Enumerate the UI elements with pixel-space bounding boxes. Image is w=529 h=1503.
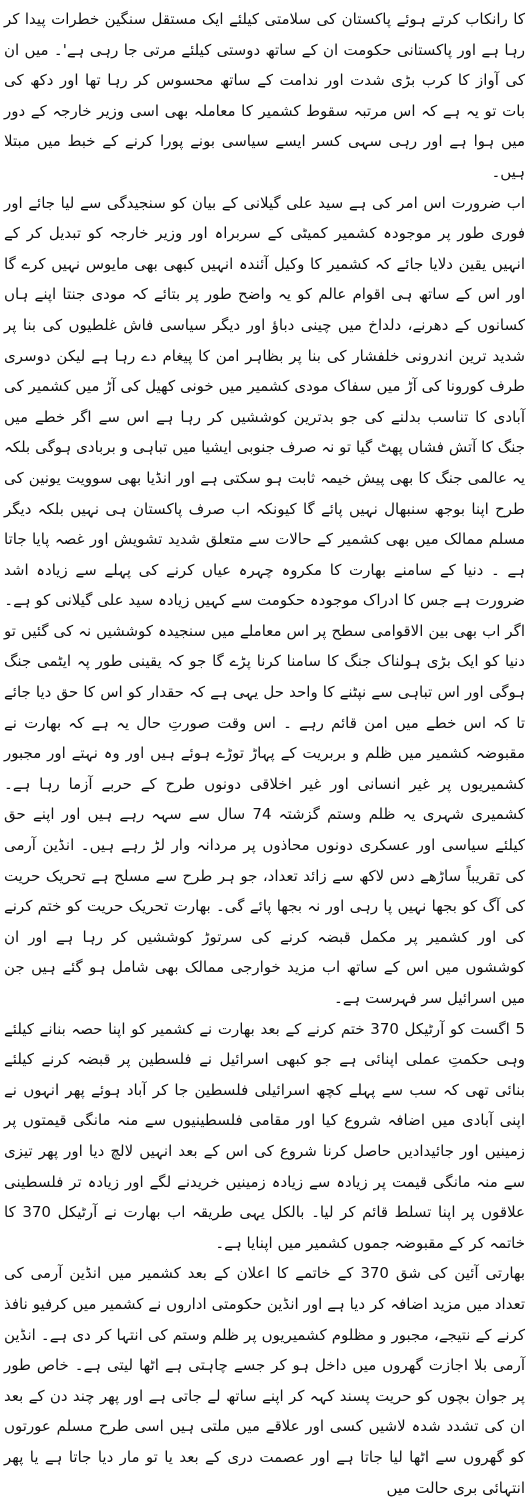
article-paragraph: 5 اگست کو آرٹیکل 370 ختم کرنے کے بعد بھارت نے کشمیر کو اپنا حصہ بنانے کیلئے وہی حکمتِ عملی اپنائی ہے جو کبھی اسرائیل نے فلسطین پر قبضہ کرنے کیلئے بنائی تھی کہ سب سے پہلے کچھ اسرائیلی فلسطین جا کر آباد ہوئے پھر انہوں نے اپنی آبادی میں اضافہ شروع کیا اور مقامی فلسطینیوں سے منہ مانگی قیمتوں پر زمینیں اور جائیدادیں حاصل کرنا شروع کی اس کے بعد انہیں لالچ دیا اور پھر تیزی سے منہ مانگی قیمت پر زیادہ سے زیادہ زمینیں خریدنے لگے اور زیادہ تر فلسطینی علاقوں پر اپنا تسلط قائم کر لیا۔ بالکل یہی طریقہ اب بھارت نے آرٹیکل 370 کا خاتمہ کر کے مقبوضہ جموں کشمیر میں اپنایا ہے۔: [4, 1019, 525, 1252]
article-paragraph: اگر اب بھی بین الاقوامی سطح پر اس معاملے میں سنجیدہ کوششیں نہ کی گئیں تو دنیا کو ایک بڑی ہولناک جنگ کا سامنا کرنا پڑے گا جو کہ یقینی طور پہ ایٹمی جنگ ہوگی اور اس تباہی سے نپٹنے کا واحد حل یہی ہے کہ حقدار کو اس کا حق دیا جائے تا کہ اس خطے میں امن قائم رہے ۔ اس وقت صورتِ حال یہ ہے کہ بھارت نے مقبوضہ کشمیر میں ظلم و بربریت کے پہاڑ توڑے ہوئے ہیں اور وہ نہتے اور مجبور کشمیریوں پر غیر انسانی اور غیر اخلاقی دونوں طرح کے حربے آزما رہا ہے۔ کشمیری شہری یہ ظلم وستم گزشتہ 74 سال سے سہہ رہے ہیں اور اپنے حق کیلئے سیاسی اور عسکری دونوں محاذوں پر مردانہ وار لڑ رہے ہیں۔ انڈین آرمی کی تقریباً ساڑھے دس لاکھ سے زائد تعداد، جو ہر طرح سے مسلح ہے تحریک حریت کی آگ کو بجھا نہیں پا رہی اور نہ بجھا پائے گی۔ بھارت تحریک حریت کو ختم کرنے کی اور کشمیر پر مکمل قبضہ کرنے کی سرتوڑ کوششیں کر رہا ہے اور ان کوششوں میں اس کے ساتھ اب مزید خوارجی ممالک بھی شامل ہو گئے ہیں جن میں اسرائیل سر فہرست ہے۔: [4, 621, 525, 1007]
article-paragraph: اب ضرورت اس امر کی ہے سید علی گیلانی کے بیان کو سنجیدگی سے لیا جائے اور فوری طور پر موجودہ کشمیر کمیٹی کے سربراہ اور وزیر خارجہ کو تبدیل کر کے انہیں یقین دلایا جائے کہ کشمیر کا وکیل آئندہ انہیں کبھی بھی مایوس نہیں کرے گا اور اس کے ساتھ ہی اقوام عالم کو یہ واضح طور پر بتائے کہ مودی جنتا اپنے ہاں کسانوں کے دھرنے، دلداخ میں چینی دباؤ اور دیگر سیاسی فاش غلطیوں کی بنا پر شدید ترین اندرونی خلفشار کی بنا پر بظاہر امن کا پیغام دے رہا ہے لیکن دوسری طرف کورونا کی آڑ میں سفاک مودی کشمیر میں خونی کھیل کی آڑ میں کشمیر کی آبادی کا تناسب بدلنے کی جو بدترین کوششیں کر رہا ہے اس سے اگر خطے میں جنگ کا آتش فشاں پھٹ گیا تو نہ صرف جنوبی ایشیا میں تباہی و بربادی ہوگی بلکہ یہ عالمی جنگ کا بھی پیش خیمہ ثابت ہو سکتی ہے اور انڈیا بھی سوویت یونین کی طرح اپنا بوجھ سنبھال نہیں پائے گا کیونکہ اب صرف پاکستان ہی نہیں بلکہ دیگر مسلم ممالک میں بھی کشمیر کے حالات سے متعلق شدید تشویش اور غصہ پایا جاتا ہے ۔ دنیا کے سامنے بھارت کا مکروہ چہرہ عیاں کرنے کی پہلے سے زیادہ اشد ضرورت ہے جس کا ادراک موجودہ حکومت سے کہیں زیادہ سید علی گیلانی کو ہے۔: [4, 193, 525, 610]
article-paragraph: بھارتی آئین کی شق 370 کے خاتمے کا اعلان کے بعد کشمیر میں انڈین آرمی کی تعداد میں مزید اضافہ کر دیا ہے اور انڈین حکومتی اداروں نے کشمیر میں کرفیو نافذ کرنے کے نتیجے، مجبور و مظلوم کشمیریوں پر ظلم وستم کی انتہا کر دی ہے۔ انڈین آرمی بلا اجازت گھروں میں داخل ہو کر جسے چاہتی ہے اٹھا لیتی ہے۔ خاص طور پر جوان بچوں کو حریت پسند کہہ کر اپنے ساتھ لے جاتی ہے اور پھر چند دن کے بعد ان کی تشدد شدہ لاشیں کسی اور علاقے میں ملتی ہیں اسی طرح مسلم عورتوں کو گھروں سے اٹھا لیا جاتا ہے اور عصمت دری کے بعد یا تو مار دیا جاتا ہے یا پھر انتہائی بری حالت میں: [4, 1264, 525, 1497]
article-paragraph: کا رانکاب کرتے ہوئے پاکستان کی سلامتی کیلئے ایک مستقل سنگین خطرات پیدا کر رہا ہے اور پاکستانی حکومت ان کے ساتھ دوستی کیلئے مرتی جا رہی ہے'۔ میں ان کی آواز کا کرب بڑی شدت اور ندامت کے ساتھ محسوس کر رہا تھا اور دکھ کی بات تو یہ ہے کہ اس مرتبہ سقوط کشمیر کا معاملہ بھی اسی وزیر خارجہ کے دور میں ہوا ہے اور رہی سہی کسر ایسے سیاسی بونے پورا کرنے کے خبط میں مبتلا ہیں۔: [4, 10, 525, 181]
